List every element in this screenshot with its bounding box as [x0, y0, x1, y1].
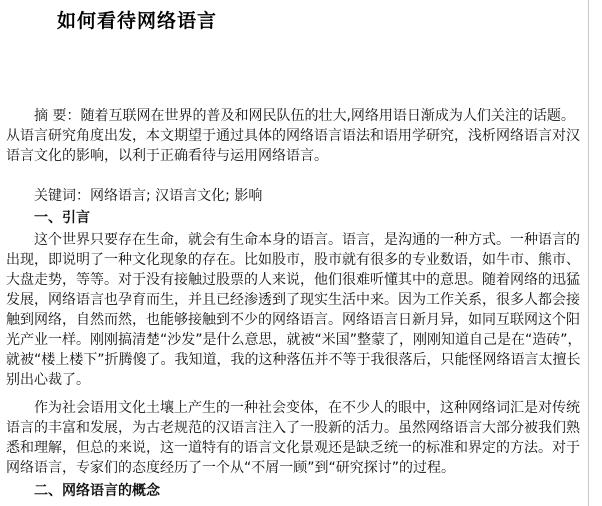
section-heading-concept: 二、网络语言的概念 — [34, 483, 160, 499]
document-title: 如何看待网络语言 — [57, 10, 218, 32]
keywords-line: 关键词：网络语言; 汉语言文化; 影响 — [34, 188, 263, 204]
body-paragraph: 作为社会语用文化土壤上产生的一种社会变体，在不少人的眼中，这种网络词汇是对传统语言的丰富和发展，为古老规范的汉语言注入了一股新的活力。虽然网络语言大部分被我们熟悉和理解，但总的来说，这一道特有的语言文化景观还是缺乏统一的标准和界定的方法。对于网络语言，专家们的态度经历了一个从“不屑一顾”到“研究探讨”的过程。 — [6, 400, 580, 476]
abstract-paragraph: 摘 要：随着互联网在世界的普及和网民队伍的壮大,网络用语日渐成为人们关注的话题。从语言研究角度出发，本文期望于通过具体的网络语言语法和语用学研究，浅析网络语言对汉语言文化的影响，以利于正确看待与运用网络语言。 — [6, 108, 580, 164]
section-heading-introduction: 一、引言 — [34, 210, 90, 226]
body-paragraph: 这个世界只要存在生命，就会有生命本身的语言。语言，是沟通的一种方式。一种语言的出现，即说明了一种文化现象的存在。比如股市，股市就有很多的专业数语，如牛市、熊市、大盘走势，等等。对于没有接触过股票的人来说，他们很难听懂其中的意思。随着网络的迅猛发展，网络语言也孕育而生，并且已经渗透到了现实生活中来。因为工作关系，很多人都会接触到网络，自然而然，也能够接触到不少的网络语言。网络语言日新月异，如同互联网这个阳光产业一样。刚刚搞清楚“沙发”是什么意思，就被“米国”整蒙了，刚刚知道自己是在“造砖”，就被“楼上楼下”折腾傻了。我知道，我的这种落伍并不等于我很落后，只能怪网络语言太擅长别出心裁了。 — [6, 232, 582, 388]
right-margin — [589, 0, 602, 506]
